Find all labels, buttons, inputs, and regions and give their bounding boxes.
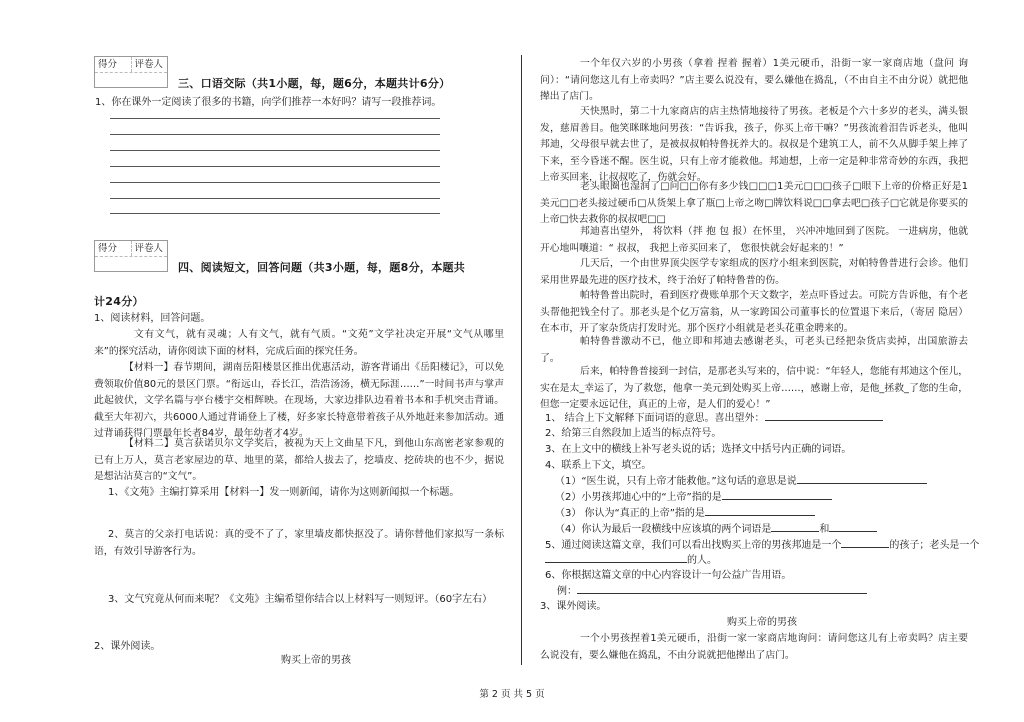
right-question-4-1 — [555, 473, 927, 489]
right-q3-head: 3、课外阅读。 — [540, 601, 607, 612]
right-question-4: 4、联系上下文，填空。 — [545, 460, 652, 471]
answer-blank[interactable] — [841, 537, 889, 548]
subquestion-1: 1、《文苑》主编打算采用【材料一】发一则新闻，请你为这则新闻拟一个标题。 — [108, 487, 460, 498]
story-right-paragraph: 一个小男孩捏着1美元硬币，沿街一家一家商店地询问：请问您这儿有上帝卖吗？店主要么说没有，要么嫌他在捣乱，不由分说就把他撵出了店门。 — [540, 633, 968, 661]
question-text: 的孩子；老头是一个 — [889, 540, 980, 551]
story-paragraph-6: 帕特鲁普出院时，看到医疗费账单那个天文数字，差点吓昏过去。可院方告诉他，有个老头帮他把钱全付了。那老头是个亿万富翁，从一家跨国公司董事长的位置退下来后，（寄居 隐居）在本市，开了家杂货店打发时光。那个医疗小组就是老头花重金聘来的。 — [540, 290, 968, 334]
story-paragraph-8: 后来，帕特鲁普接到一封信，是那老头写来的，信中说：“年轻人，您能有邦迪这个侄儿，实在是太_幸运了，为了救您，他拿一美元到处购买上帝……，感谢上帝，是他_拯救_了您的生命，但您一定要永远记住，真正的上帝，是人们的爱心！” — [540, 366, 968, 410]
score-box-section3 — [94, 56, 168, 88]
story-paragraph-3: 老头眼圈也湿润了□问□□你有多少钱□□□1美元□□□孩子□眼下上帝的价格正好是1美元□□老头接过硬币□从货架上拿了瓶□上帝之吻□牌饮料说□□拿去吧□孩子□它就是你要买的上帝□快去救你的叔叔吧□□ — [540, 181, 968, 225]
reviewer-label: 评卷人 — [134, 243, 164, 254]
question-text: 1、 结合上下文解释下面词语的意思。喜出望外： — [545, 413, 765, 424]
right-question-6: 6、你根据这篇文章的中心内容设计一句公益广告用语。 — [545, 570, 792, 581]
story-title-left: 购买上帝的男孩 — [281, 655, 351, 666]
story-paragraph-7: 帕特鲁普激动不已，他立即和邦迪去感谢老头，可老头已经把杂货店卖掉，出国旅游去了。 — [540, 336, 968, 364]
right-question-2: 2、给第三自然段加上适当的标点符号。 — [545, 428, 722, 439]
answer-blank[interactable] — [705, 505, 815, 516]
answer-line[interactable] — [110, 150, 440, 151]
story-title-right: 购买上帝的男孩 — [727, 617, 797, 628]
question-text: （3） 你认为“真正的上帝”指的是 — [555, 508, 705, 519]
section4-title: 四、阅读短文，回答问题（共3小题，每，题8分，本题共 — [178, 261, 466, 274]
story-paragraph-4: 邦迪喜出望外， 将饮料（拌 抱 包 报）在怀里， 兴冲冲地回到了医院。 一进病房，他就开心地叫嚷道：“ 叔叔， 我把上帝买回来了， 您很快就会好起来的！” — [540, 226, 968, 254]
section4-title-cont: 计24分） — [94, 295, 144, 308]
answer-blank[interactable] — [765, 410, 883, 421]
section3-title: 三、口语交际（共1小题，每，题6分，本题共计6分） — [178, 77, 451, 90]
right-question-5 — [545, 537, 979, 553]
answer-blank[interactable] — [577, 583, 867, 594]
story-paragraph-2: 天快黑时，第二十九家商店的店主热情地接待了男孩。老板是个六十多岁的老头，满头银发，慈眉善目。他笑眯眯地问男孩：“告诉我，孩子，你买上帝干嘛？”男孩流着泪告诉老头，他叫邦迪，父母很早就去世了，是被叔叔帕特鲁抚养大的。叔叔是个建筑工人，前不久从脚手架上摔了下来，至今昏迷不醒。医生说，只有上帝才能救他。邦迪想，上帝一定是种非常奇妙的东西，我把上帝买回来，让叔叔吃了，伤就会好。 — [540, 106, 968, 183]
right-question-1 — [545, 410, 883, 426]
question-text: 5、通过阅读这篇文章，我们可以看出找购买上帝的男孩邦迪是一个 — [545, 540, 842, 551]
score-label: 得分 — [95, 57, 132, 72]
score-box-section4 — [94, 240, 168, 272]
question-text: （2）小男孩邦迪心中的“上帝”指的是 — [555, 492, 722, 503]
answer-line[interactable] — [110, 213, 440, 214]
material-one: 【材料一】春节期间，湖南岳阳楼景区推出优惠活动，游客背诵出《岳阳楼记》，可以免费领取价值80元的景区门票。“衔远山，吞长江，浩浩汤汤，横无际涯……”一时间书声与掌声此起彼伏，文学名篇与亭台楼宇交相辉映。在现场，大家边排队边看着书本和手机突击背诵。截至大年初六，共6000人通过背诵登上了楼，好多家长特意带着孩子从外地赶来参加活动。通过背诵获得门票最年长者84岁，最年幼者才4岁。 — [94, 362, 504, 439]
question-text: （1）“医生说，只有上帝才能救他。”这句话的意思是说 — [555, 476, 797, 487]
right-question-4-3 — [555, 505, 815, 521]
question-text: 和 — [819, 524, 830, 535]
answer-line[interactable] — [110, 198, 440, 199]
column-divider — [521, 55, 522, 665]
question-text: 例： — [557, 586, 577, 597]
reviewer-label: 评卷人 — [134, 59, 164, 70]
story-paragraph-1: 一个年仅六岁的小男孩（拿着 捏着 握着）1美元硬币，沿街一家一家商店地（盘问 询问）：“请问您这儿有上帝卖吗？”店主要么说没有，要么嫌他在捣乱，（不由自主不由分说）就把他撵出了店门。 — [540, 58, 968, 102]
question-text: （4）你认为最后一段横线中应该填的两个词语是 — [555, 524, 772, 535]
story-paragraph-5: 几天后，一个由世界顶尖医学专家组成的医疗小组来到医院，对帕特鲁普进行会诊。他们采用世界最先进的医疗技术，终于治好了帕特鲁普的伤。 — [540, 258, 968, 286]
right-question-3: 3、在上文中的横线上补写老头说的话；选择文中括号内正确的词语。 — [545, 444, 852, 455]
question-text: 的人。 — [687, 555, 717, 566]
score-label: 得分 — [95, 241, 132, 256]
right-question-4-2 — [555, 489, 832, 505]
answer-blank[interactable] — [545, 552, 687, 563]
material-two: 【材料二】莫言获诺贝尔文学奖后，被视为天上文曲星下凡，到他山东高密老家参观的已有上万人，莫言老家屋边的草、地里的菜，都给人拔去了，挖墙皮、挖砖块的也不少，据说是想沾沾莫言的“文气”。 — [94, 438, 504, 482]
answer-line[interactable] — [110, 118, 440, 119]
right-question-5-cont — [545, 552, 717, 568]
subquestion-2: 2、莫言的父亲打电话说：真的受不了了，家里墙皮都快抠没了。请你替他们家拟写一条标语，有效引导游客行为。 — [94, 529, 504, 557]
answer-line[interactable] — [110, 166, 440, 167]
answer-blank[interactable] — [722, 489, 832, 500]
section3-question1: 1、你在课外一定阅读了很多的书籍，向学们推荐一本好吗？请写一段推荐词。 — [95, 97, 442, 108]
subquestion-3: 3、文气究竟从何而来呢？《文苑》主编希望你结合以上材料写一则短评。（60字左右） — [108, 594, 493, 605]
intro-paragraph: 文有文气，就有灵魂；人有文气，就有气质。“文苑”文学社决定开展“文气从哪里来”的探究活动，请你阅读下面的材料，完成后面的探究任务。 — [94, 329, 504, 357]
answer-blank[interactable] — [771, 521, 819, 532]
answer-blank[interactable] — [797, 473, 927, 484]
right-question-4-4 — [555, 521, 877, 537]
answer-line[interactable] — [110, 182, 440, 183]
section4-q2-head: 2、课外阅读。 — [94, 641, 161, 652]
answer-line[interactable] — [110, 134, 440, 135]
page-footer: 第 2 页 共 5 页 — [479, 689, 545, 700]
right-question-6-example — [557, 583, 867, 599]
answer-blank[interactable] — [829, 521, 877, 532]
section4-q1-head: 1、阅读材料，回答问题。 — [94, 313, 211, 324]
